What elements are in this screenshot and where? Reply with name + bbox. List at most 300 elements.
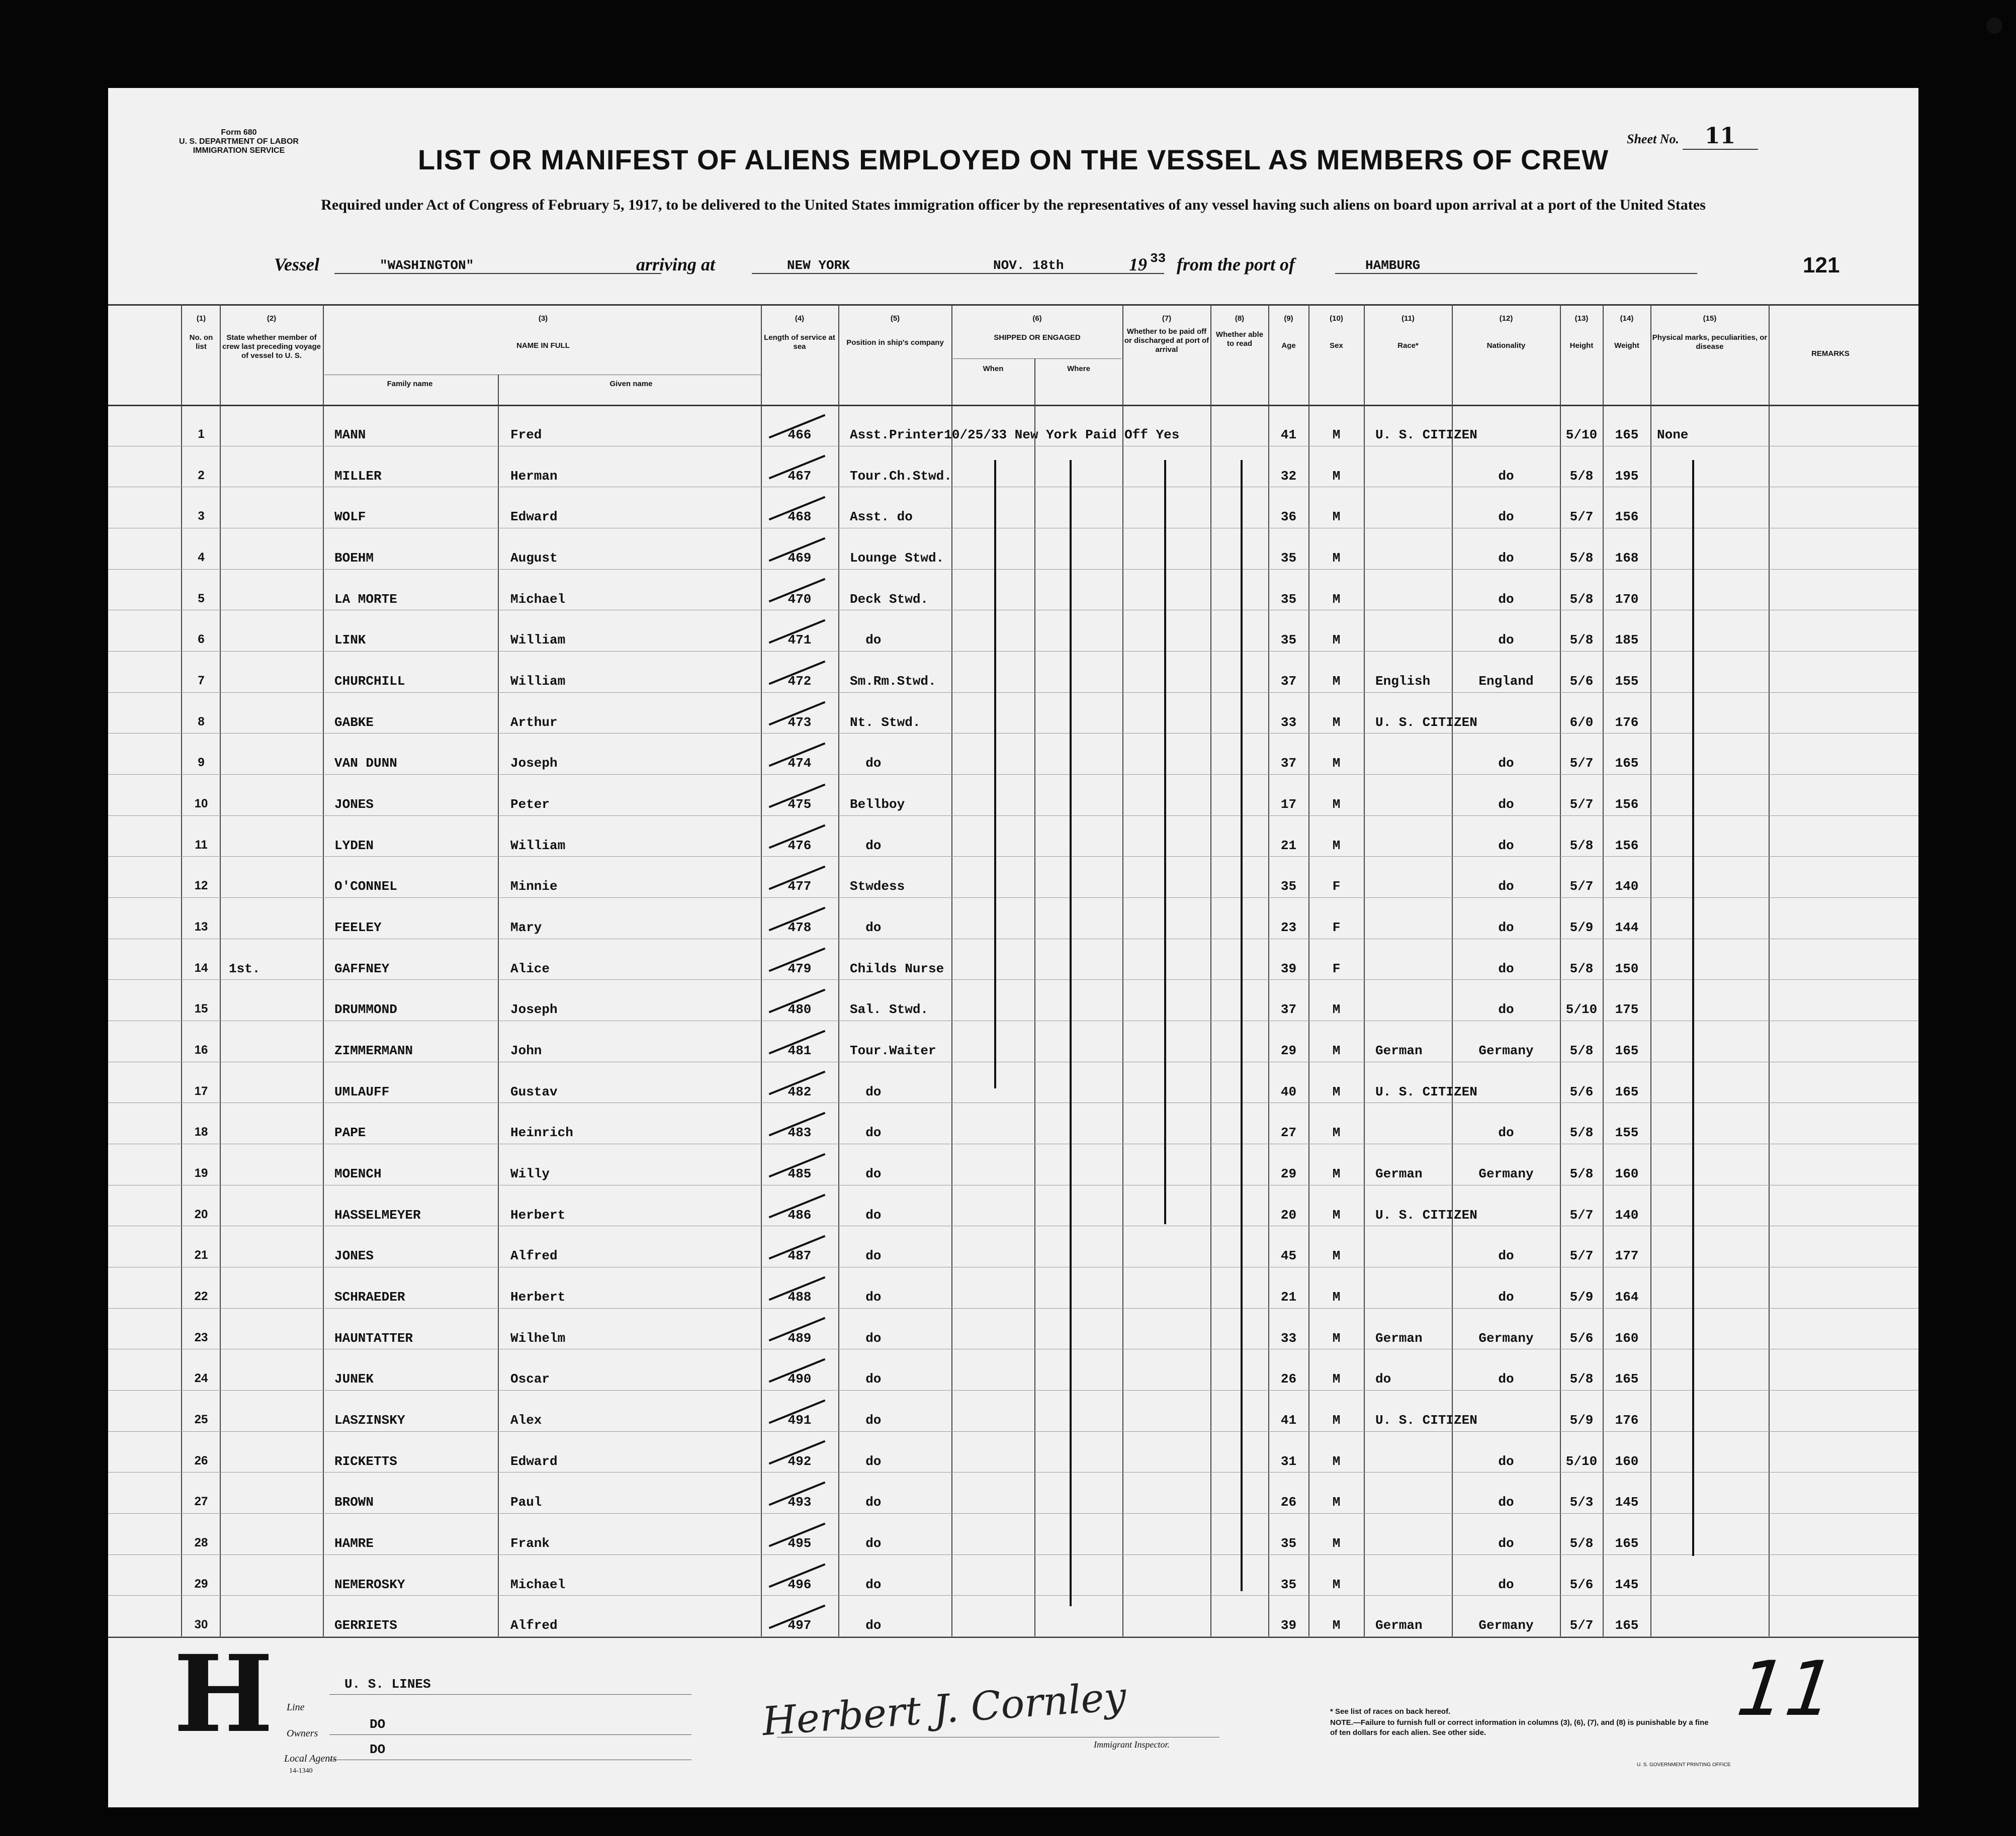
cell-position: do <box>850 1166 882 1181</box>
race-note: * See list of races on back hereof. <box>1330 1707 1451 1716</box>
local-agents: DO <box>370 1742 386 1757</box>
cell-age: 37 <box>1280 756 1297 771</box>
cell-service: 496 <box>787 1577 812 1592</box>
cell-height: 5/8 <box>1569 632 1594 648</box>
cell-family: CHURCHILL <box>334 673 405 689</box>
cell-weight: 165 <box>1615 1371 1639 1387</box>
cell-race: U. S. CITIZEN <box>1375 1084 1477 1099</box>
col-age-header: (9) Age <box>1281 314 1296 350</box>
sheet-mark: 11 <box>1723 1645 1848 1733</box>
year-prefix: 19 <box>1129 254 1147 274</box>
cell-weight: 165 <box>1615 1084 1639 1099</box>
cell-family: GABKE <box>334 714 374 730</box>
cell-sex: M <box>1332 632 1341 648</box>
cell-weight: 156 <box>1615 796 1639 812</box>
cell-height: 5/7 <box>1569 879 1594 894</box>
cell-age: 31 <box>1280 1453 1297 1469</box>
cell-position: Asst. do <box>850 509 913 525</box>
cell-age: 26 <box>1280 1371 1297 1387</box>
cell-service: 487 <box>787 1248 812 1264</box>
arriving-label: arriving at <box>636 254 716 274</box>
cell-given: Michael <box>510 1577 566 1592</box>
cell-service: 483 <box>787 1125 812 1141</box>
cell-age: 41 <box>1280 427 1297 442</box>
year-suffix: 33 <box>1150 251 1166 266</box>
cell-sex: M <box>1332 550 1341 566</box>
cell-height: 5/6 <box>1569 1330 1594 1346</box>
cell-family: LA MORTE <box>334 591 397 607</box>
cell-height: 5/7 <box>1569 756 1594 771</box>
cell-sex: M <box>1332 714 1341 730</box>
cell-sex: F <box>1332 920 1341 935</box>
cell-nationality: do <box>1498 1125 1514 1141</box>
table-row <box>108 815 1918 857</box>
cell-service: 466 <box>787 427 812 442</box>
cell-no: 16 <box>194 1043 208 1057</box>
cell-service: 493 <box>787 1495 812 1510</box>
cell-no: 21 <box>194 1248 208 1262</box>
inspector-caption: Immigrant Inspector. <box>1094 1739 1170 1750</box>
cell-age: 35 <box>1280 550 1297 566</box>
cell-race: German <box>1375 1330 1423 1346</box>
service: IMMIGRATION SERVICE <box>193 146 285 155</box>
col-position-header: (5) Position in ship's company <box>846 314 944 347</box>
page-number: 121 <box>1803 253 1840 278</box>
cell-sex: M <box>1332 1002 1341 1018</box>
cell-weight: 140 <box>1615 879 1639 894</box>
cell-given: William <box>510 673 566 689</box>
col-remarks-header: REMARKS <box>1811 349 1850 358</box>
cell-service: 470 <box>787 591 812 607</box>
cell-nationality: do <box>1498 1248 1514 1264</box>
cell-position: Deck Stwd. <box>850 591 929 607</box>
page-title: LIST OR MANIFEST OF ALIENS EMPLOYED ON THE VESSEL AS MEMBERS OF CREW <box>417 144 1609 175</box>
cell-weight: 165 <box>1615 427 1639 442</box>
cell-weight: 185 <box>1615 632 1639 648</box>
cell-service: 480 <box>787 1002 812 1018</box>
ditto-line <box>1164 460 1166 1224</box>
cell-height: 5/10 <box>1565 427 1598 442</box>
cell-weight: 176 <box>1615 1412 1639 1428</box>
cell-service: 469 <box>787 550 812 566</box>
cell-given: Alfred <box>510 1618 558 1633</box>
cell-given: Mary <box>510 920 542 935</box>
cell-no: 1 <box>198 427 205 441</box>
cell-no: 8 <box>198 714 205 728</box>
cell-position: do <box>850 1495 882 1510</box>
cell-height: 5/8 <box>1569 1166 1594 1181</box>
cell-marks: None <box>1657 427 1689 442</box>
cell-nationality: do <box>1498 838 1514 853</box>
cell-sex: M <box>1332 1453 1341 1469</box>
col-family-name-header: Family name <box>387 380 433 388</box>
cell-family: MILLER <box>334 468 382 484</box>
cell-sex: M <box>1332 1043 1341 1058</box>
cell-age: 21 <box>1280 1289 1297 1305</box>
vessel-label: Vessel <box>274 254 319 274</box>
cell-nationality: do <box>1498 550 1514 566</box>
cell-weight: 145 <box>1615 1577 1639 1592</box>
cell-age: 45 <box>1280 1248 1297 1264</box>
ditto-line <box>1070 460 1072 1606</box>
line-label: Line <box>287 1702 305 1713</box>
table-row <box>108 856 1918 897</box>
cell-no: 7 <box>198 673 205 687</box>
cell-nationality: do <box>1498 468 1514 484</box>
cell-family: UMLAUFF <box>334 1084 390 1099</box>
cell-weight: 156 <box>1615 509 1639 525</box>
cell-service: 489 <box>787 1330 812 1346</box>
col-marks-header: (15) Physical marks, peculiarities, or disease <box>1652 314 1768 351</box>
cell-age: 29 <box>1280 1043 1297 1058</box>
cell-given: Heinrich <box>510 1125 573 1141</box>
cell-given: Arthur <box>510 714 558 730</box>
table-row <box>108 733 1918 774</box>
cell-age: 35 <box>1280 1535 1297 1551</box>
ditto-line <box>994 460 996 1088</box>
voyage-line <box>274 251 1883 284</box>
handwritten-mark: H <box>173 1632 274 1756</box>
cell-nationality: do <box>1498 879 1514 894</box>
cell-service: 479 <box>787 961 812 976</box>
col-service-header: (4) Length of service at sea <box>764 314 835 351</box>
cell-family: HASSELMEYER <box>334 1207 421 1223</box>
form-code: 14-1340 <box>289 1767 313 1775</box>
cell-height: 5/8 <box>1569 591 1594 607</box>
cell-family: SCHRAEDER <box>334 1289 405 1305</box>
cell-service: 477 <box>787 879 812 894</box>
cell-height: 5/7 <box>1569 1248 1594 1264</box>
table-row <box>108 405 1918 446</box>
cell-prev: 1st. <box>229 961 260 976</box>
cell-family: GERRIETS <box>334 1618 397 1633</box>
cell-sex: M <box>1332 1289 1341 1305</box>
cell-height: 5/10 <box>1565 1002 1598 1018</box>
cell-weight: 177 <box>1615 1248 1639 1264</box>
table-row <box>108 1103 1918 1144</box>
cell-given: Wilhelm <box>510 1330 566 1346</box>
cell-nationality: do <box>1498 632 1514 648</box>
cell-position: Tour.Ch.Stwd. <box>850 468 952 484</box>
cell-given: Minnie <box>510 879 558 894</box>
local-agents-label: Local Agents <box>284 1753 337 1764</box>
cell-given: Herman <box>510 468 558 484</box>
col-read-header: (8) Whether able to read <box>1215 314 1264 348</box>
table-row <box>108 897 1918 939</box>
cell-service: 497 <box>787 1618 812 1633</box>
cell-service: 486 <box>787 1207 812 1223</box>
penalty-note: NOTE.—Failure to furnish full or correct information in columns (3), (6), (7), and (8) is punishable by a fine of ten dollars for each alien. See other side. <box>1330 1718 1709 1737</box>
manifest-sheet <box>108 88 1918 1807</box>
cell-age: 37 <box>1280 673 1297 689</box>
cell-given: Frank <box>510 1535 550 1551</box>
cell-height: 5/8 <box>1569 838 1594 853</box>
cell-no: 23 <box>194 1330 208 1344</box>
cell-sex: M <box>1332 673 1341 689</box>
cell-weight: 165 <box>1615 1043 1639 1058</box>
cell-height: 5/6 <box>1569 673 1594 689</box>
cell-sex: M <box>1332 796 1341 812</box>
col-given-name-header: Given name <box>609 380 653 388</box>
cell-position: do <box>850 1248 882 1264</box>
cell-family: LYDEN <box>334 838 374 853</box>
cell-family: ZIMMERMANN <box>334 1043 413 1058</box>
cell-no: 29 <box>194 1577 208 1591</box>
owners: DO <box>370 1717 386 1732</box>
cell-nationality: England <box>1478 673 1534 689</box>
cell-service: 481 <box>787 1043 812 1058</box>
cell-sex: M <box>1332 1618 1341 1633</box>
owners-label: Owners <box>287 1728 318 1739</box>
cell-service: 472 <box>787 673 812 689</box>
cell-family: JONES <box>334 796 374 812</box>
cell-age: 41 <box>1280 1412 1297 1428</box>
cell-height: 5/7 <box>1569 1618 1594 1633</box>
cell-position: do <box>850 920 882 935</box>
cell-sex: M <box>1332 756 1341 771</box>
vessel-name: "WASHINGTON" <box>334 258 661 274</box>
cell-no: 30 <box>194 1618 208 1632</box>
cell-height: 5/7 <box>1569 796 1594 812</box>
cell-sex: M <box>1332 1495 1341 1510</box>
cell-sex: M <box>1332 1207 1341 1223</box>
cell-nationality: do <box>1498 1371 1514 1387</box>
cell-service: 478 <box>787 920 812 935</box>
cell-family: HAUNTATTER <box>334 1330 413 1346</box>
cell-height: 5/7 <box>1569 509 1594 525</box>
department: U. S. DEPARTMENT OF LABOR <box>179 137 299 146</box>
cell-age: 33 <box>1280 714 1297 730</box>
cell-nationality: do <box>1498 1577 1514 1592</box>
cell-sex: M <box>1332 427 1341 442</box>
cell-service: 474 <box>787 756 812 771</box>
sheet-value: 11 <box>1683 123 1758 150</box>
cell-no: 25 <box>194 1412 208 1426</box>
cell-sex: F <box>1332 961 1341 976</box>
cell-given: Alfred <box>510 1248 558 1264</box>
cell-no: 20 <box>194 1207 208 1221</box>
cell-no: 27 <box>194 1495 208 1509</box>
cell-sex: M <box>1332 1248 1341 1264</box>
cell-service: 495 <box>787 1535 812 1551</box>
cell-position: do <box>850 1330 882 1346</box>
table-row <box>108 528 1918 569</box>
cell-no: 22 <box>194 1289 208 1303</box>
from-label: from the port of <box>1177 254 1295 274</box>
table-row <box>108 692 1918 733</box>
ditto-line <box>1692 460 1694 1556</box>
cell-position: Childs Nurse <box>850 961 944 976</box>
cell-family: NEMEROSKY <box>334 1577 405 1592</box>
cell-no: 3 <box>198 509 205 523</box>
col-shipped-header: (6) SHIPPED OR ENGAGED <box>994 314 1081 342</box>
cell-age: 26 <box>1280 1495 1297 1510</box>
cell-given: Gustav <box>510 1084 558 1099</box>
cell-family: JUNEK <box>334 1371 374 1387</box>
cell-sex: M <box>1332 591 1341 607</box>
cell-family: FEELEY <box>334 920 382 935</box>
form-number: Form 680 <box>221 128 257 137</box>
cell-given: Herbert <box>510 1207 566 1223</box>
cell-position: do <box>850 1084 882 1099</box>
cell-no: 4 <box>198 550 205 564</box>
cell-age: 39 <box>1280 1618 1297 1633</box>
cell-age: 21 <box>1280 838 1297 853</box>
cell-no: 15 <box>194 1002 208 1016</box>
cell-nationality: Germany <box>1478 1043 1534 1058</box>
cell-sex: M <box>1332 838 1341 853</box>
cell-position: Asst.Printer10/25/33 New York Paid Off Yes <box>850 427 1180 442</box>
cell-no: 10 <box>194 796 208 810</box>
cell-given: Joseph <box>510 756 558 771</box>
cell-sex: M <box>1332 509 1341 525</box>
cell-position: do <box>850 756 882 771</box>
table-row <box>108 1472 1918 1513</box>
cell-family: VAN DUNN <box>334 756 397 771</box>
cell-family: JONES <box>334 1248 374 1264</box>
cell-position: Tour.Waiter <box>850 1043 936 1058</box>
arrival-date: NOV. 18th <box>948 258 1164 274</box>
sheet-label: Sheet No. <box>1627 132 1679 146</box>
cell-no: 24 <box>194 1371 208 1386</box>
cell-position: do <box>850 838 882 853</box>
cell-weight: 160 <box>1615 1330 1639 1346</box>
cell-age: 27 <box>1280 1125 1297 1141</box>
cell-race: German <box>1375 1166 1423 1181</box>
cell-race: U. S. CITIZEN <box>1375 1207 1477 1223</box>
cell-position: do <box>850 1207 882 1223</box>
cell-age: 35 <box>1280 591 1297 607</box>
cell-no: 11 <box>195 838 208 852</box>
cell-age: 37 <box>1280 1002 1297 1018</box>
cell-position: do <box>850 1577 882 1592</box>
cell-given: William <box>510 632 566 648</box>
cell-service: 468 <box>787 509 812 525</box>
cell-weight: 164 <box>1615 1289 1639 1305</box>
cell-family: HAMRE <box>334 1535 374 1551</box>
cell-weight: 145 <box>1615 1495 1639 1510</box>
shipping-line: U. S. LINES <box>344 1677 431 1692</box>
col-sex-header: (10) Sex <box>1330 314 1343 350</box>
from-port: HAMBURG <box>1335 258 1697 274</box>
col-no-header: (1) No. on list <box>189 314 213 351</box>
cell-height: 5/6 <box>1569 1084 1594 1099</box>
cell-family: BROWN <box>334 1495 374 1510</box>
cell-family: GAFFNEY <box>334 961 390 976</box>
table-row <box>108 1554 1918 1596</box>
punch-hole <box>1986 18 2002 34</box>
table-row <box>108 610 1918 651</box>
cell-position: do <box>850 1125 882 1141</box>
col-name-header: (3) NAME IN FULL <box>516 314 570 350</box>
cell-service: 476 <box>787 838 812 853</box>
cell-height: 5/8 <box>1569 1535 1594 1551</box>
cell-position: Lounge Stwd. <box>850 550 944 566</box>
cell-age: 32 <box>1280 468 1297 484</box>
cell-sex: M <box>1332 1412 1341 1428</box>
cell-nationality: do <box>1498 1535 1514 1551</box>
cell-service: 485 <box>787 1166 812 1181</box>
cell-weight: 155 <box>1615 673 1639 689</box>
cell-race: U. S. CITIZEN <box>1375 714 1477 730</box>
cell-given: Peter <box>510 796 550 812</box>
cell-family: MANN <box>334 427 366 442</box>
cell-nationality: do <box>1498 509 1514 525</box>
table-row <box>108 487 1918 528</box>
table-row <box>108 939 1918 980</box>
cell-weight: 165 <box>1615 1535 1639 1551</box>
cell-position: Sm.Rm.Stwd. <box>850 673 936 689</box>
cell-sex: M <box>1332 1125 1341 1141</box>
cell-family: LASZINSKY <box>334 1412 405 1428</box>
cell-given: Joseph <box>510 1002 558 1018</box>
cell-height: 5/6 <box>1569 1577 1594 1592</box>
cell-no: 2 <box>198 468 205 482</box>
cell-height: 5/8 <box>1569 468 1594 484</box>
table-row <box>108 1390 1918 1431</box>
cell-no: 28 <box>194 1535 208 1549</box>
cell-age: 20 <box>1280 1207 1297 1223</box>
cell-no: 6 <box>198 632 205 647</box>
cell-age: 35 <box>1280 879 1297 894</box>
table-row <box>108 1185 1918 1226</box>
cell-service: 490 <box>787 1371 812 1387</box>
cell-sex: M <box>1332 468 1341 484</box>
cell-height: 5/10 <box>1565 1453 1598 1469</box>
table-row <box>108 1308 1918 1349</box>
table-row <box>108 1021 1918 1062</box>
cell-given: Alice <box>510 961 550 976</box>
cell-nationality: do <box>1498 1453 1514 1469</box>
cell-position: do <box>850 1412 882 1428</box>
col-weight-header: (14) Weight <box>1614 314 1639 350</box>
cell-age: 39 <box>1280 961 1297 976</box>
cell-height: 5/9 <box>1569 920 1594 935</box>
cell-no: 9 <box>198 756 205 770</box>
cell-race: U. S. CITIZEN <box>1375 427 1477 442</box>
cell-position: do <box>850 1618 882 1633</box>
cell-no: 5 <box>198 591 205 605</box>
cell-sex: M <box>1332 1166 1341 1181</box>
cell-age: 23 <box>1280 920 1297 935</box>
cell-given: John <box>510 1043 542 1058</box>
cell-weight: 144 <box>1615 920 1639 935</box>
cell-position: do <box>850 1535 882 1551</box>
cell-position: Nt. Stwd. <box>850 714 921 730</box>
cell-height: 5/7 <box>1569 1207 1594 1223</box>
cell-given: Michael <box>510 591 566 607</box>
cell-position: do <box>850 632 882 648</box>
cell-height: 5/9 <box>1569 1412 1594 1428</box>
cell-age: 35 <box>1280 1577 1297 1592</box>
cell-height: 5/8 <box>1569 1371 1594 1387</box>
cell-weight: 175 <box>1615 1002 1639 1018</box>
cell-service: 473 <box>787 714 812 730</box>
table-row <box>108 979 1918 1021</box>
table-row <box>108 1267 1918 1308</box>
cell-nationality: do <box>1498 1289 1514 1305</box>
table-row <box>108 774 1918 815</box>
cell-given: Willy <box>510 1166 550 1181</box>
cell-family: LINK <box>334 632 366 648</box>
cell-service: 467 <box>787 468 812 484</box>
cell-nationality: do <box>1498 961 1514 976</box>
table-row <box>108 1062 1918 1103</box>
ditto-line <box>1241 460 1243 1591</box>
cell-weight: 155 <box>1615 1125 1639 1141</box>
col-nationality-header: (12) Nationality <box>1486 314 1526 350</box>
cell-no: 13 <box>194 920 208 934</box>
